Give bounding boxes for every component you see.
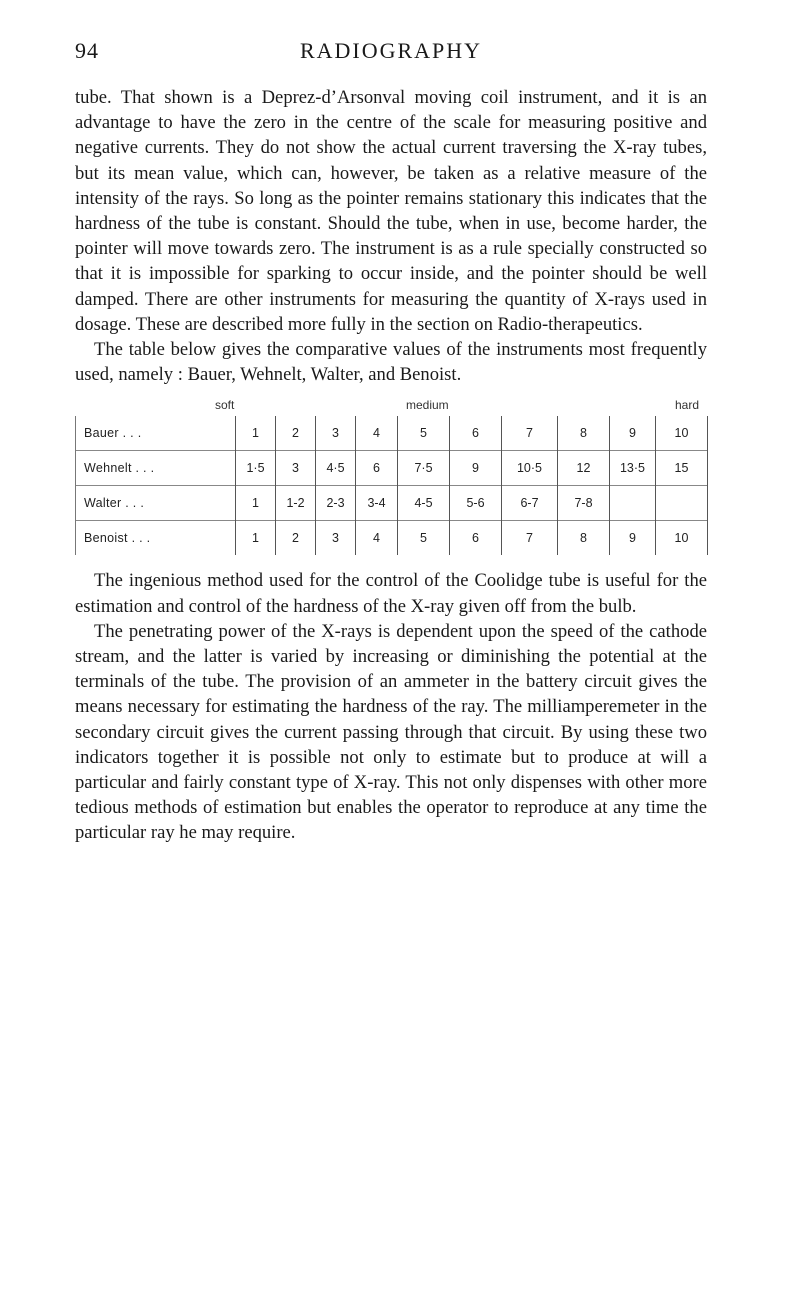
value-cell: 6 — [450, 416, 502, 451]
value-cell: 9 — [610, 521, 656, 556]
value-cell: 1·5 — [236, 451, 276, 486]
paragraph-table-intro: The table below gives the comparative values of the instruments most frequently used, namely : Bauer, Wehnelt, Walter, and Benoist. — [75, 339, 707, 386]
value-cell: 1 — [236, 416, 276, 451]
value-cell: 1 — [236, 486, 276, 521]
value-cell: 12 — [558, 451, 610, 486]
comparison-table-block — [75, 398, 707, 555]
value-cell: 3 — [316, 416, 356, 451]
instrument-name-cell: Wehnelt . . . — [76, 451, 236, 486]
table-row — [76, 486, 708, 521]
value-cell: 2 — [276, 416, 316, 451]
value-cell: 9 — [610, 416, 656, 451]
value-cell: 4-5 — [398, 486, 450, 521]
value-cell: 3-4 — [356, 486, 398, 521]
value-cell — [610, 486, 656, 521]
instrument-name-cell: Benoist . . . — [76, 521, 236, 556]
running-title: RADIOGRAPHY — [299, 38, 483, 63]
table-row — [76, 451, 708, 486]
table-body — [76, 416, 708, 555]
paragraph-penetrating-power: The penetrating power of the X-rays is dependent upon the speed of the cathode stream, and the latter is varied by increasing or diminishing the potential at the terminals of the tube. The provision of an ammeter in the battery circuit gives the means necessary for estimating the hardness of the ray. The milliamperemeter in the secondary circuit gives the current passing through that circuit. By using these two indicators together it is possible not only to estimate but to produce at will a particular and fairly constant type of X-ray. This not only dispenses with other more tedious methods of estimation but enables the operator to reproduce at any time the particular ray he may require. — [75, 620, 707, 844]
value-cell: 3 — [276, 451, 316, 486]
value-cell: 3 — [316, 521, 356, 556]
page-header — [75, 38, 707, 68]
table-row — [76, 416, 708, 451]
value-cell: 7 — [502, 521, 558, 556]
value-cell: 2 — [276, 521, 316, 556]
value-cell: 1 — [236, 521, 276, 556]
instrument-comparison-table — [75, 416, 708, 555]
scale-label-medium: medium — [406, 398, 449, 413]
value-cell: 5 — [398, 416, 450, 451]
value-cell: 15 — [656, 451, 708, 486]
value-cell: 10 — [656, 521, 708, 556]
paragraph-coolidge-tube: The ingenious method used for the control of the Coolidge tube is useful for the estimation and control of the hardness of the X-ray given off from the bulb. — [75, 570, 707, 617]
value-cell: 13·5 — [610, 451, 656, 486]
instrument-name-cell: Bauer . . . — [76, 416, 236, 451]
value-cell: 4·5 — [316, 451, 356, 486]
paragraph-instrument-description: tube. That shown is a Deprez-d’Arsonval moving coil instrument, and it is an advantage to have the zero in the centre of the scale for measuring positive and negative currents. They do not show the actual current traversing the X-ray tubes, but its mean value, which can, however, be taken as a relative measure of the intensity of the rays. So long as the pointer remains stationary this indicates that the hardness of the tube is constant. Should the tube, when in use, become harder, the pointer will move towards zero. The instrument is as a rule specially constructed so that it is impossible for sparking to occur inside, and the pointer should be well damped. There are other instruments for measuring the quantity of X-rays used in dosage. These are described more fully in the section on Radio-therapeutics. — [75, 87, 707, 335]
value-cell: 5-6 — [450, 486, 502, 521]
value-cell: 5 — [398, 521, 450, 556]
page-number: 94 — [75, 38, 99, 63]
table-row — [76, 521, 708, 556]
value-cell: 8 — [558, 521, 610, 556]
value-cell: 7 — [502, 416, 558, 451]
scale-label-hard: hard — [675, 398, 700, 413]
value-cell: 10·5 — [502, 451, 558, 486]
value-cell: 7·5 — [398, 451, 450, 486]
value-cell: 4 — [356, 416, 398, 451]
value-cell: 9 — [450, 451, 502, 486]
scale-label-soft: soft — [215, 398, 235, 413]
instrument-name-cell: Walter . . . — [76, 486, 236, 521]
hardness-scale-labels — [75, 398, 707, 416]
value-cell: 8 — [558, 416, 610, 451]
value-cell — [656, 486, 708, 521]
book-page — [75, 38, 707, 846]
value-cell: 1-2 — [276, 486, 316, 521]
value-cell: 6 — [450, 521, 502, 556]
value-cell: 4 — [356, 521, 398, 556]
value-cell: 6 — [356, 451, 398, 486]
value-cell: 2-3 — [316, 486, 356, 521]
value-cell: 10 — [656, 416, 708, 451]
value-cell: 6-7 — [502, 486, 558, 521]
value-cell: 7-8 — [558, 486, 610, 521]
